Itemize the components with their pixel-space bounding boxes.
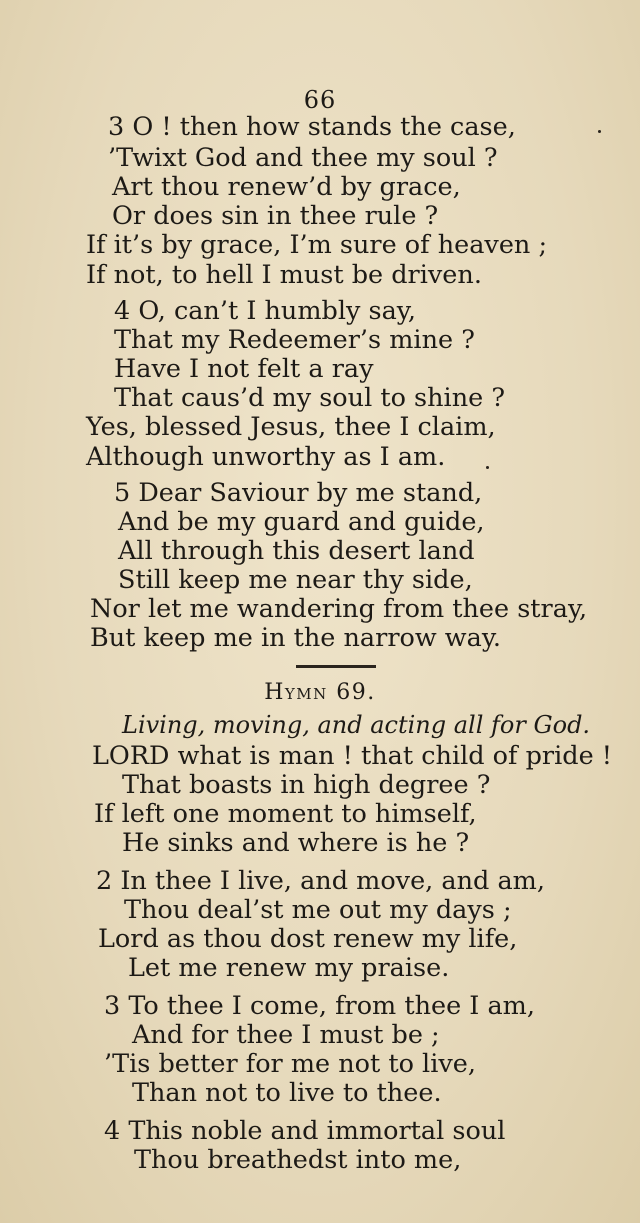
verse-line: Let me renew my praise. [128,953,450,983]
verse-line: ’Tis better for me not to live, [104,1049,476,1079]
verse-line: 2 In thee I live, and move, and am, [96,866,545,896]
verse-line: 4 This noble and immortal soul [104,1116,506,1146]
verse-line: That boasts in high degree ? [122,770,491,800]
hymn-subtitle: Living, moving, and acting all for God. [122,711,591,739]
verse-line: LORD what is man ! that child of pride ! [92,741,613,771]
page-number: 66 [303,86,337,114]
verse-line: If left one moment to himself, [94,799,477,829]
verse-line: 3 O ! then how stands the case, [108,112,516,142]
section-divider [296,665,376,668]
ink-speck [598,130,601,133]
verse-line: And be my guard and guide, [118,507,485,537]
verse-line: Thou breathedst into me, [134,1145,462,1175]
verse-line: Art thou renew’d by grace, [112,172,461,202]
verse-line: Although unworthy as I am. [86,442,446,472]
verse-line: ’Twixt God and thee my soul ? [108,143,498,173]
verse-line: And for thee I must be ; [132,1020,440,1050]
verse-line: Lord as thou dost renew my life, [98,924,518,954]
verse-line: That my Redeemer’s mine ? [114,325,475,355]
verse-line: If it’s by grace, I’m sure of heaven ; [86,230,548,260]
verse-line: Yes, blessed Jesus, thee I claim, [86,412,496,442]
verse-line: That caus’d my soul to shine ? [114,383,505,413]
verse-line: 5 Dear Saviour by me stand, [114,478,483,508]
verse-line: Still keep me near thy side, [118,565,473,595]
verse-line: Have I not felt a ray [114,354,374,384]
verse-line: 3 To thee I come, from thee I am, [104,991,535,1021]
verse-line: Than not to live to thee. [132,1078,442,1108]
verse-line: If not, to hell I must be driven. [86,260,482,290]
verse-line: Thou deal’st me out my days ; [124,895,512,925]
verse-line: He sinks and where is he ? [122,828,470,858]
hymn-title: Hymn 69. [264,680,376,705]
verse-line: Nor let me wandering from thee stray, [90,594,588,624]
ink-speck [486,466,489,469]
verse-line: But keep me in the narrow way. [90,623,501,653]
verse-line: All through this desert land [118,536,475,566]
verse-line: 4 O, can’t I humbly say, [114,296,416,326]
verse-line: Or does sin in thee rule ? [112,201,439,231]
